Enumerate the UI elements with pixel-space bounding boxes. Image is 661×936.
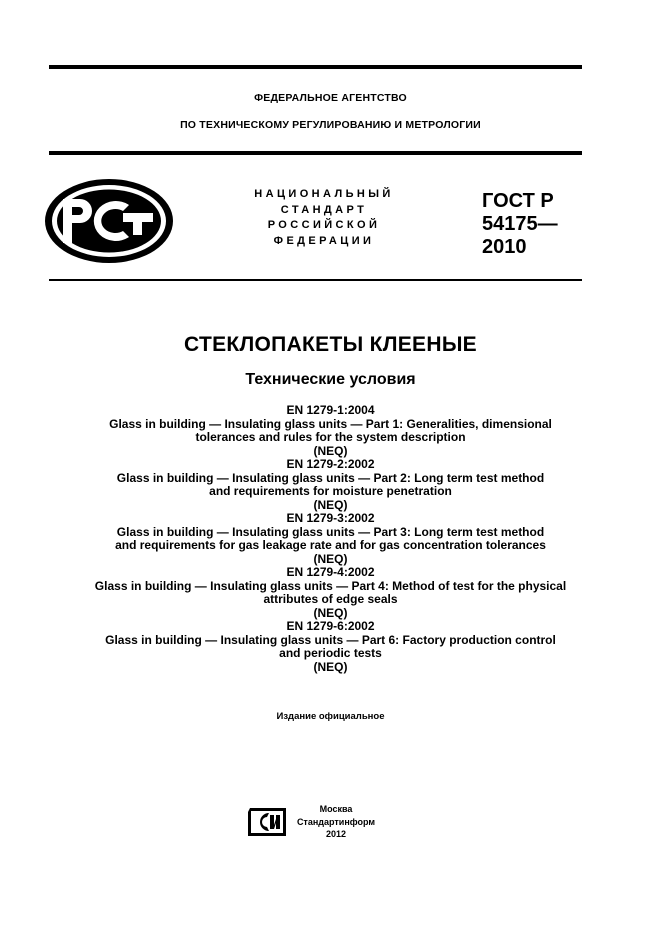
standard-type-line-1: НАЦИОНАЛЬНЫЙ [254,188,394,200]
rosstandart-pct-emblem-icon [43,177,175,265]
standard-type-line-3: РОССИЙСКОЙ [267,219,381,231]
publisher-name: Стандартинформ [296,816,376,827]
reference-line: EN 1279-3:2002 [286,511,375,525]
reference-line: tolerances and rules for the system description [195,430,466,444]
reference-line: (NEQ) [313,659,348,674]
header-rule [49,151,582,155]
reference-line: and periodic tests [279,646,382,660]
publisher-info [294,803,378,841]
reference-line: EN 1279-1:2004 [286,403,375,417]
top-rule [49,65,582,69]
agency-name-line-2: ПО ТЕХНИЧЕСКОМУ РЕГУЛИРОВАНИЮ И МЕТРОЛОГИИ [180,119,481,131]
document-title: СТЕКЛОПАКЕТЫ КЛЕЕНЫЕ [184,333,477,356]
reference-line: and requirements for gas leakage rate and for gas concentration tolerances [115,538,546,552]
agency-name-line-1: ФЕДЕРАЛЬНОЕ АГЕНТСТВО [254,92,407,104]
reference-line: Glass in building — Insulating glass units — Part 4: Method of test for the physical [94,578,567,593]
designation-line-2: 54175— [482,213,558,235]
standard-type [224,187,424,249]
reference-line: (NEQ) [313,605,348,620]
edition-note: Издание официальное [276,711,385,722]
reference-line: attributes of edge seals [263,592,398,606]
standard-type-line-2: СТАНДАРТ [280,203,368,216]
reference-line: EN 1279-4:2002 [286,565,375,579]
publisher-city: Москва [319,804,353,814]
reference-line: EN 1279-6:2002 [286,619,375,633]
document-subtitle: Технические условия [245,371,416,388]
title-block-rule [49,279,582,281]
standartinform-emblem-icon [246,806,288,838]
reference-line: Glass in building — Insulating glass units — Part 6: Factory production control [105,632,556,647]
reference-line: and requirements for moisture penetration [209,484,452,498]
reference-line: (NEQ) [313,443,348,458]
publication-year: 2012 [325,829,347,839]
designation-line-3: 2010 [482,236,527,258]
reference-line: Glass in building — Insulating glass units — Part 3: Long term test method [116,524,545,539]
reference-line: (NEQ) [313,497,348,512]
standard-designation [482,190,558,259]
reference-line: (NEQ) [313,551,348,566]
standard-type-line-4: ФЕДЕРАЦИИ [273,234,375,247]
reference-line: Glass in building — Insulating glass units — Part 2: Long term test method [116,470,545,485]
reference-line: EN 1279-2:2002 [286,457,375,471]
designation-line-1: ГОСТ Р [482,190,554,212]
reference-line: Glass in building — Insulating glass units — Part 1: Generalities, dimensional [109,416,552,431]
reference-standards [30,404,631,674]
